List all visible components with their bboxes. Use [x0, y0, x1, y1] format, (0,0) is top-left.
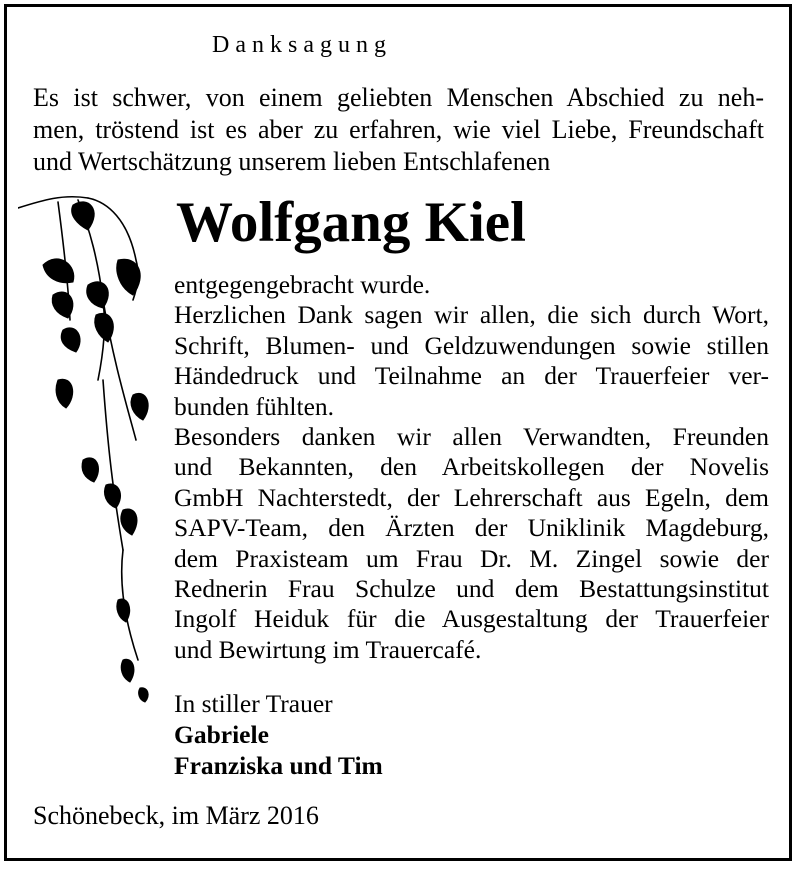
body-line: entgegengebracht wurde. [174, 270, 431, 299]
body-line: GmbH Nachterstedt, der Lehrerschaft aus Egeln, dem [174, 482, 769, 512]
body-line: Händedruck und Teilnahme an der Trauerfeier ver- [174, 361, 769, 391]
body-line: Herzlichen Dank sagen wir allen, die sich durch Wort, [174, 300, 769, 330]
body-line: dem Praxisteam um Frau Dr. M. Zingel sowie der [174, 543, 769, 573]
mourning-line: In stiller Trauer [174, 689, 333, 718]
signature-block [174, 688, 383, 781]
notice-heading: Danksagung [212, 32, 392, 58]
mourner-names: Franziska und Tim [174, 751, 383, 780]
birch-branch-icon [18, 190, 168, 720]
body-line: Ingolf Heiduk für die Ausgestaltung der Trauerfeier [174, 604, 769, 634]
body-line: Schrift, Blumen- und Geldzuwendungen sowie stillen [174, 330, 769, 360]
intro-line: men, tröstend ist es aber zu erfahren, wie viel Liebe, Freundschaft [33, 115, 764, 144]
place-date: Schönebeck, im März 2016 [33, 801, 319, 830]
body-line: Besonders danken wir allen Verwandten, Freunden [174, 422, 769, 452]
body-line: und Bewirtung im Trauercafé. [174, 634, 482, 664]
body-line: und Bekannten, den Arbeitskollegen der Novelis [174, 452, 769, 482]
intro-line: Es ist schwer, von einem geliebten Menschen Abschied zu neh- [33, 83, 764, 112]
mourner-name: Gabriele [174, 720, 269, 749]
intro-paragraph [33, 82, 764, 178]
thanks-paragraph [174, 270, 769, 665]
intro-line: und Wertschätzung unserem lieben Entschlafenen [33, 147, 551, 176]
body-line: bunden fühlten. [174, 391, 335, 421]
deceased-name: Wolfgang Kiel [176, 191, 526, 254]
body-line: Rednerin Frau Schulze und dem Bestattungsinstitut [174, 574, 769, 604]
body-line: SAPV-Team, den Ärzten der Uniklinik Magdeburg, [174, 513, 769, 543]
